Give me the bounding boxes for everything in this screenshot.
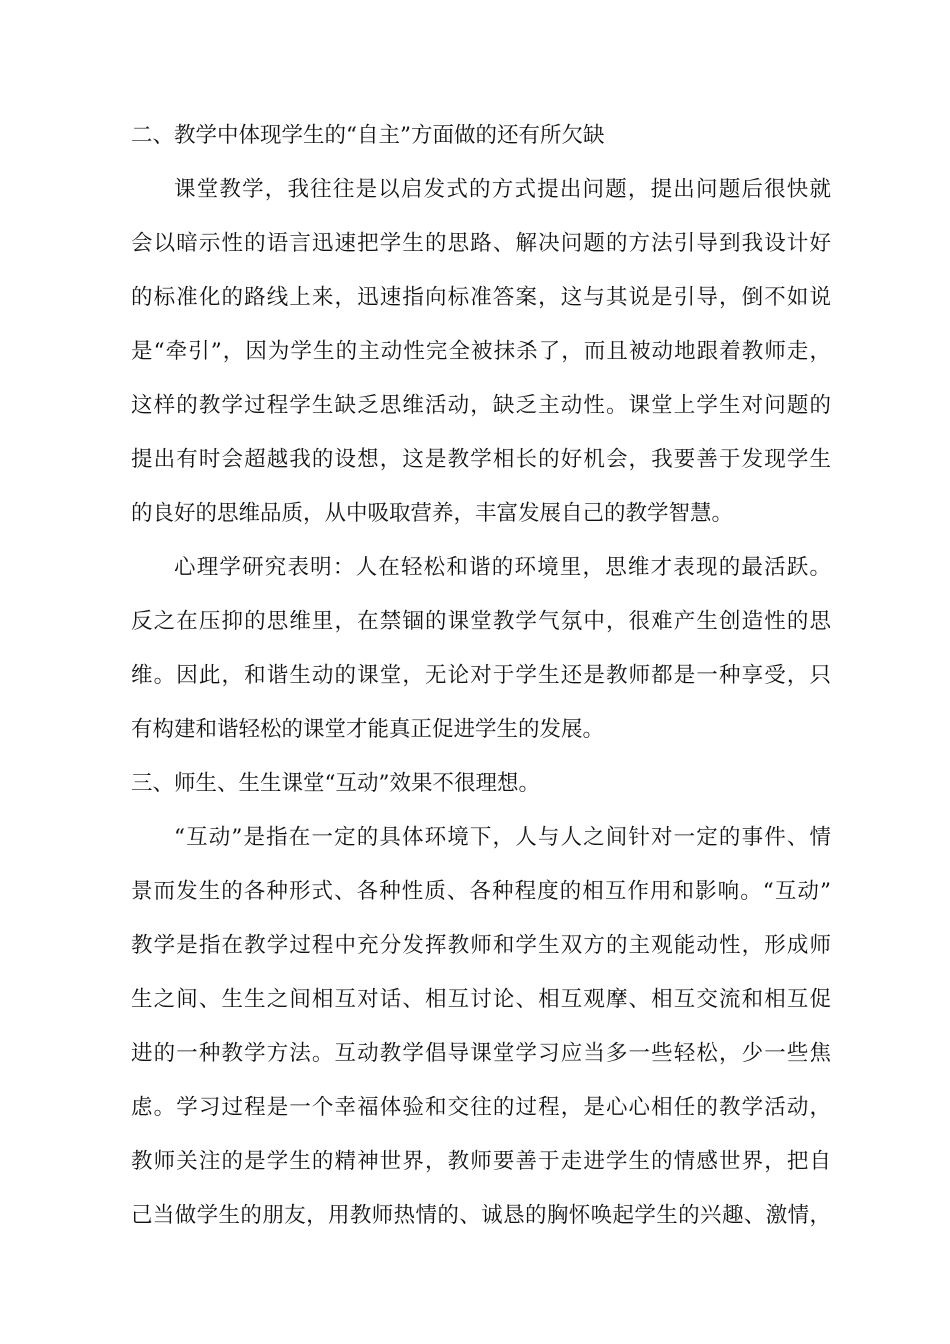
- paragraph-line: 提出有时会超越我的设想，这是教学相长的好机会，我要善于发现学生: [131, 447, 831, 472]
- paragraph-line: 反之在压抑的思维里，在禁锢的课堂教学气氛中，很难产生创造性的思: [131, 609, 831, 634]
- paragraph-line: 己当做学生的朋友，用教师热情的、诚恳的胸怀唤起学生的兴趣、激情，: [131, 1203, 831, 1228]
- paragraph-line: 会以暗示性的语言迅速把学生的思路、解决问题的方法引导到我设计好: [131, 231, 831, 256]
- paragraph-line: 这样的教学过程学生缺乏思维活动，缺乏主动性。课堂上学生对问题的: [131, 393, 831, 418]
- paragraph-line: 教学是指在教学过程中充分发挥教师和学生双方的主观能动性，形成师: [131, 933, 831, 958]
- paragraph-line: 虑。学习过程是一个幸福体验和交往的过程，是心心相任的教学活动，: [131, 1095, 831, 1120]
- paragraph-line: 的良好的思维品质，从中吸取营养，丰富发展自己的教学智慧。: [131, 501, 734, 526]
- paragraph-line: 的标准化的路线上来，迅速指向标准答案，这与其说是引导，倒不如说: [131, 285, 831, 310]
- paragraph-line: 维。因此，和谐生动的课堂，无论对于学生还是教师都是一种享受，只: [131, 663, 831, 688]
- paragraph-line: 景而发生的各种形式、各种性质、各种程度的相互作用和影响。“互动”: [131, 879, 831, 904]
- paragraph-line: 进的一种教学方法。互动教学倡导课堂学习应当多一些轻松，少一些焦: [131, 1041, 831, 1066]
- paragraph-line: “互动”是指在一定的具体环境下，人与人之间针对一定的事件、情: [174, 825, 831, 850]
- paragraph-line: 心理学研究表明：人在轻松和谐的环境里，思维才表现的最活跃。: [174, 555, 831, 580]
- section-heading-2: 二、教学中体现学生的“自主”方面做的还有所欠缺: [131, 123, 605, 148]
- paragraph-line: 教师关注的是学生的精神世界，教师要善于走进学生的情感世界，把自: [131, 1149, 831, 1174]
- paragraph-line: 生之间、生生之间相互对话、相互讨论、相互观摩、相互交流和相互促: [131, 987, 831, 1012]
- paragraph-line: 是“牵引”，因为学生的主动性完全被抹杀了，而且被动地跟着教师走，: [131, 339, 831, 364]
- section-heading-3: 三、师生、生生课堂“互动”效果不很理想。: [131, 771, 540, 796]
- paragraph-line: 有构建和谐轻松的课堂才能真正促进学生的发展。: [131, 717, 605, 742]
- paragraph-line: 课堂教学，我往往是以启发式的方式提出问题，提出问题后很快就: [174, 177, 831, 202]
